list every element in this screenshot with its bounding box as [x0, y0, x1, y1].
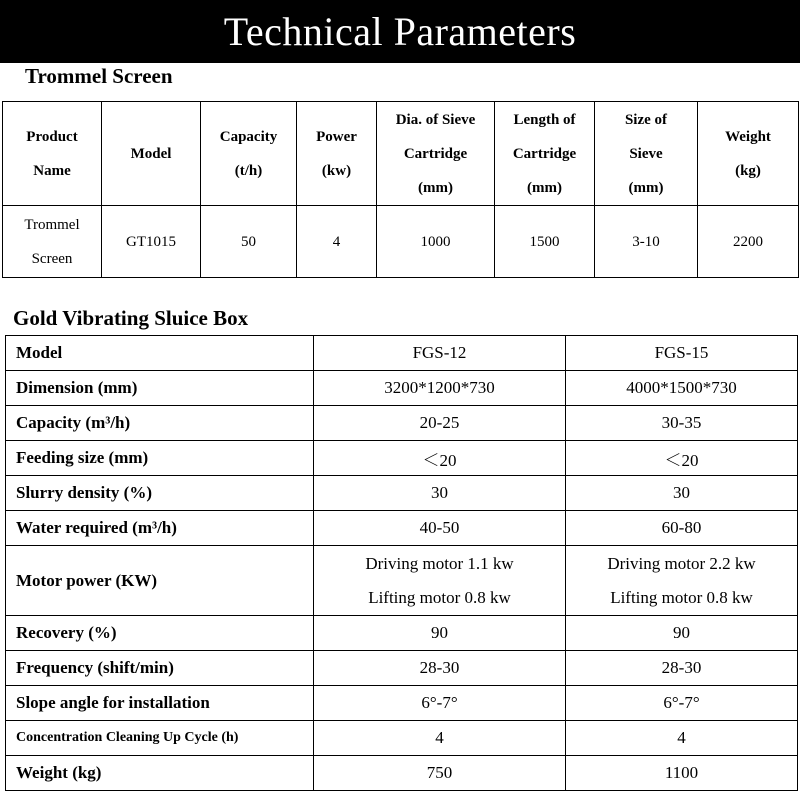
cell-power: 4	[297, 206, 377, 278]
cell-capacity: 50	[201, 206, 297, 278]
row-label: Slurry density (%)	[6, 476, 314, 511]
value-fgs15: 4	[566, 721, 798, 756]
row-label: Feeding size (mm)	[6, 441, 314, 476]
sluice-row	[6, 406, 798, 441]
value-fgs15: FGS-15	[566, 336, 798, 371]
trommel-section-title: Trommel Screen	[25, 64, 173, 88]
value-fgs12: 3200*1200*730	[314, 371, 566, 406]
value-fgs15: 60-80	[566, 511, 798, 546]
header-weight: Weight (kg)	[698, 102, 799, 206]
value-fgs15: Driving motor 2.2 kw Lifting motor 0.8 kw	[566, 546, 798, 616]
cell-length: 1500	[495, 206, 595, 278]
trommel-table	[2, 101, 799, 278]
page-banner: Technical Parameters	[0, 0, 800, 63]
row-label: Capacity (m³/h)	[6, 406, 314, 441]
sluice-row	[6, 441, 798, 476]
cell-weight: 2200	[698, 206, 799, 278]
value-fgs12: 20-25	[314, 406, 566, 441]
value-fgs12: 750	[314, 756, 566, 791]
sluice-row	[6, 616, 798, 651]
trommel-data-row	[3, 206, 799, 278]
value-fgs15: 6°-7°	[566, 686, 798, 721]
sluice-section-title: Gold Vibrating Sluice Box	[13, 306, 249, 330]
header-power: Power (kw)	[297, 102, 377, 206]
value-fgs12: 30	[314, 476, 566, 511]
header-size-sieve: Size of Sieve (mm)	[595, 102, 698, 206]
cell-product-name: Trommel Screen	[3, 206, 102, 278]
sluice-table	[5, 335, 798, 791]
header-length-cartridge: Length of Cartridge (mm)	[495, 102, 595, 206]
sluice-row	[6, 546, 798, 616]
cell-size: 3-10	[595, 206, 698, 278]
sluice-row	[6, 511, 798, 546]
value-fgs12: FGS-12	[314, 336, 566, 371]
cell-dia: 1000	[377, 206, 495, 278]
sluice-row	[6, 336, 798, 371]
row-label: Concentration Cleaning Up Cycle (h)	[6, 721, 314, 756]
row-label: Recovery (%)	[6, 616, 314, 651]
value-fgs12: 6°-7°	[314, 686, 566, 721]
sluice-row	[6, 756, 798, 791]
value-fgs12: 90	[314, 616, 566, 651]
value-fgs15: 30-35	[566, 406, 798, 441]
value-fgs15: 1100	[566, 756, 798, 791]
value-fgs12: 40-50	[314, 511, 566, 546]
sluice-row	[6, 721, 798, 756]
header-product-name: Product Name	[3, 102, 102, 206]
row-label: Water required (m³/h)	[6, 511, 314, 546]
header-capacity: Capacity (t/h)	[201, 102, 297, 206]
value-fgs12: 28-30	[314, 651, 566, 686]
sluice-row	[6, 476, 798, 511]
row-label: Motor power (KW)	[6, 546, 314, 616]
value-fgs15: ＜20	[566, 441, 798, 476]
row-label: Dimension (mm)	[6, 371, 314, 406]
row-label: Weight (kg)	[6, 756, 314, 791]
value-fgs15: 4000*1500*730	[566, 371, 798, 406]
header-model: Model	[102, 102, 201, 206]
trommel-header-row	[3, 102, 799, 206]
value-fgs12: 4	[314, 721, 566, 756]
header-dia-sieve: Dia. of Sieve Cartridge (mm)	[377, 102, 495, 206]
row-label: Slope angle for installation	[6, 686, 314, 721]
value-fgs15: 30	[566, 476, 798, 511]
row-label: Frequency (shift/min)	[6, 651, 314, 686]
value-fgs15: 28-30	[566, 651, 798, 686]
sluice-row	[6, 371, 798, 406]
cell-model: GT1015	[102, 206, 201, 278]
sluice-row	[6, 686, 798, 721]
value-fgs15: 90	[566, 616, 798, 651]
sluice-row	[6, 651, 798, 686]
value-fgs12: Driving motor 1.1 kw Lifting motor 0.8 kw	[314, 546, 566, 616]
value-fgs12: ＜20	[314, 441, 566, 476]
row-label: Model	[6, 336, 314, 371]
